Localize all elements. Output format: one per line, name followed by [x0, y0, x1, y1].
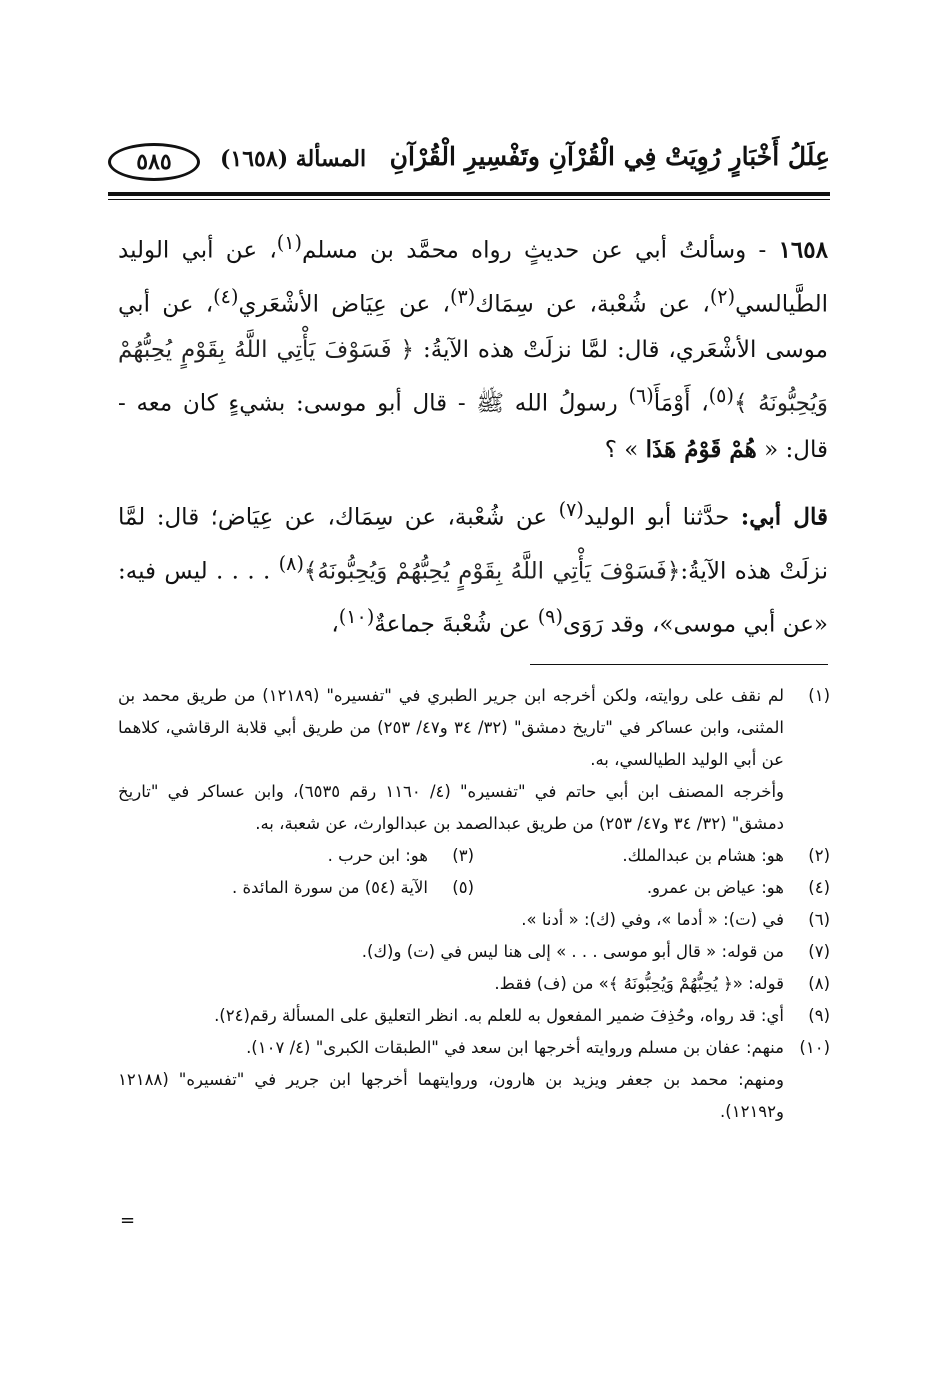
- footnote-9: [118, 1000, 830, 1032]
- footnote-line: ومنهم: محمد بن جعفر ويزيد بن هارون، وروايتهما أخرجها ابن جرير في "تفسيره" (١٢١٨٨ و١٢١٩٢).: [118, 1070, 784, 1121]
- footnote-text: [118, 1032, 784, 1128]
- footnote-3: [118, 840, 474, 872]
- footnotes: [118, 680, 830, 1128]
- footnote-number: (٩): [808, 1006, 830, 1025]
- text-segment: ، عن عِيَاض الأشْعَري: [238, 291, 450, 318]
- footnote-line: وأخرجه المصنف ابن أبي حاتم في "تفسيره" (٤/ ١١٦٠ رقم ٦٥٣٥)، وابن عساكر في "تاريخ دمشق" (٣٢/ ٣٤ و٤٧/ ٢٥٣) من طريق عبدالصمد بن عبدالوارث، عن شعبة، به.: [118, 782, 785, 833]
- text-segment: عن شُعْبةَ جماعةٌ: [374, 611, 531, 638]
- footnote-2: [474, 840, 830, 872]
- text-segment: » ؟: [604, 436, 639, 463]
- continuation-mark: =: [120, 1210, 136, 1231]
- issue-number: ١٦٥٨: [778, 236, 828, 264]
- footnote-ref: (٦): [628, 384, 654, 408]
- paragraph-lead: قال أبي:: [740, 503, 828, 531]
- text-segment: - وسألتُ أبي عن حديثٍ رواه محمَّد بن مسلم: [302, 237, 767, 264]
- text-segment: رسولُ الله ﷺ - قال أبو موسى: بشيءٍ كان معه - قال: «: [118, 390, 828, 463]
- footnote-number: (١): [808, 686, 830, 705]
- hadith-quote: هُمْ قَوْمُ هَذَا: [645, 435, 757, 463]
- footnote-text: من قوله: « قال أبو موسى . . . » إلى هنا ليس في (ت) و(ك).: [361, 942, 784, 961]
- footnote-6: [118, 904, 830, 936]
- footnote-text: أي: قد رواه، وحُذِفَ ضمير المفعول به للعلم به. انظر التعليق على المسألة رقم(٢٤).: [214, 1006, 784, 1025]
- footnote-ref: (٥): [708, 384, 734, 408]
- footnote-number: (٧): [808, 942, 830, 961]
- header-rule-thin: [108, 199, 830, 200]
- issue-label: المسألة (١٦٥٨): [220, 146, 367, 172]
- footnote-text: هو: عياض بن عمرو.: [646, 878, 784, 897]
- footnote-10: [118, 1032, 830, 1128]
- quran-verse: ﴿فَسَوْفَ يَأْتِي اللَّهُ بِقَوْمٍ يُحِبُّهُمْ وَيُحِبُّونَهُ﴾: [303, 558, 681, 585]
- footnote-ref: (٨): [278, 551, 304, 575]
- footnote-7: [118, 936, 830, 968]
- text-segment: ، عن شُعْبة، عن سِمَاك: [475, 291, 710, 318]
- footnote-line: لم نقف على روايته، ولكن أخرجه ابن جرير الطبري في "تفسيره" (١٢١٨٩) من طريق محمد بن المثنى، وابن عساكر في "تاريخ دمشق" (٣٢/ ٣٤ و٤٧/ ٢٥٣) من طريق أبي قلابة الرقاشي، كلاهما عن أبي الوليد الطيالسي، به.: [118, 686, 785, 769]
- text-segment: . . . . ليس فيه: «عن أبي موسى»، وقد رَوَى: [118, 558, 828, 638]
- footnote-row-2-3: [118, 840, 830, 872]
- footnote-ref: (٧): [558, 497, 584, 521]
- footnote-ref: (١٠): [338, 605, 375, 629]
- footnote-number: (٤): [808, 878, 830, 897]
- footnote-ref: (٢): [709, 284, 736, 308]
- text-segment: ، أَوْمَأَ: [653, 390, 709, 417]
- footnote-row-4-5: [118, 872, 830, 904]
- footnote-5: [118, 872, 474, 904]
- footnote-number: (٦): [808, 910, 830, 929]
- book-title: عِلَلُ أَخْبَارٍ رُوِيَتْ فِي الْقُرْآنِ وتَفْسِيرِ الْقُرْآنِ: [389, 142, 830, 171]
- footnote-text: الآية (٥٤) من سورة المائدة .: [232, 878, 428, 897]
- paragraph-2: [118, 487, 828, 648]
- text-segment: ، عن أبي موسى الأشْعَري، قال: لمَّا نزلَتْ هذه الآيةُ:: [118, 291, 828, 364]
- footnote-text: هو: ابن حرب .: [327, 846, 428, 865]
- footnote-text: قوله: «﴿ يُحِبُّهُمْ وَيُحِبُّونَهُ ﴾» من (ف) فقط.: [494, 974, 784, 993]
- footnote-number: (٣): [452, 846, 474, 865]
- paragraph-1: [118, 220, 828, 473]
- footnote-number: (١٠): [799, 1038, 830, 1057]
- main-text: [118, 220, 828, 648]
- quran-verse: ﴿ فَسَوْفَ يَأْتِي اللَّهُ بِقَوْمٍ يُحِبُّهُمْ وَيُحِبُّونَهُ ﴾: [118, 337, 829, 417]
- text-segment: ، عن أبي الوليد الطَّيالسي: [118, 237, 828, 318]
- footnote-8: [118, 968, 830, 1000]
- footnote-text: [118, 680, 784, 840]
- footnote-text: هو: هشام بن عبدالملك.: [622, 846, 784, 865]
- text-segment: حدَّثنا أبو الوليد: [583, 504, 730, 531]
- page-number: ٥٨٥: [108, 143, 200, 181]
- footnote-number: (٢): [808, 846, 830, 865]
- footnote-number: (٨): [808, 974, 830, 993]
- footnote-ref: (٤): [213, 284, 239, 308]
- footnote-text: في (ت): « أدما »، وفي (ك): « أدنا ».: [521, 910, 784, 929]
- footnote-separator: [530, 664, 828, 665]
- page-header: [108, 140, 830, 186]
- footnote-1: [118, 680, 830, 840]
- footnote-line: منهم: عفان بن مسلم وروايته أخرجها ابن سعد في "الطبقات الكبرى" (٤/ ١٠٧).: [246, 1038, 784, 1057]
- footnote-4: [474, 872, 830, 904]
- text-segment: ،: [331, 611, 339, 638]
- footnote-number: (٥): [452, 878, 474, 897]
- footnote-ref: (١): [276, 231, 303, 254]
- footnote-ref: (٩): [537, 605, 563, 629]
- header-rule-thick: [108, 192, 830, 196]
- footnote-ref: (٣): [449, 284, 476, 308]
- text-segment: عن شُعْبة، عن سِمَاك، عن عِيَاض؛ قال: لمَّا نزلَتْ هذه الآيةُ:: [118, 504, 829, 585]
